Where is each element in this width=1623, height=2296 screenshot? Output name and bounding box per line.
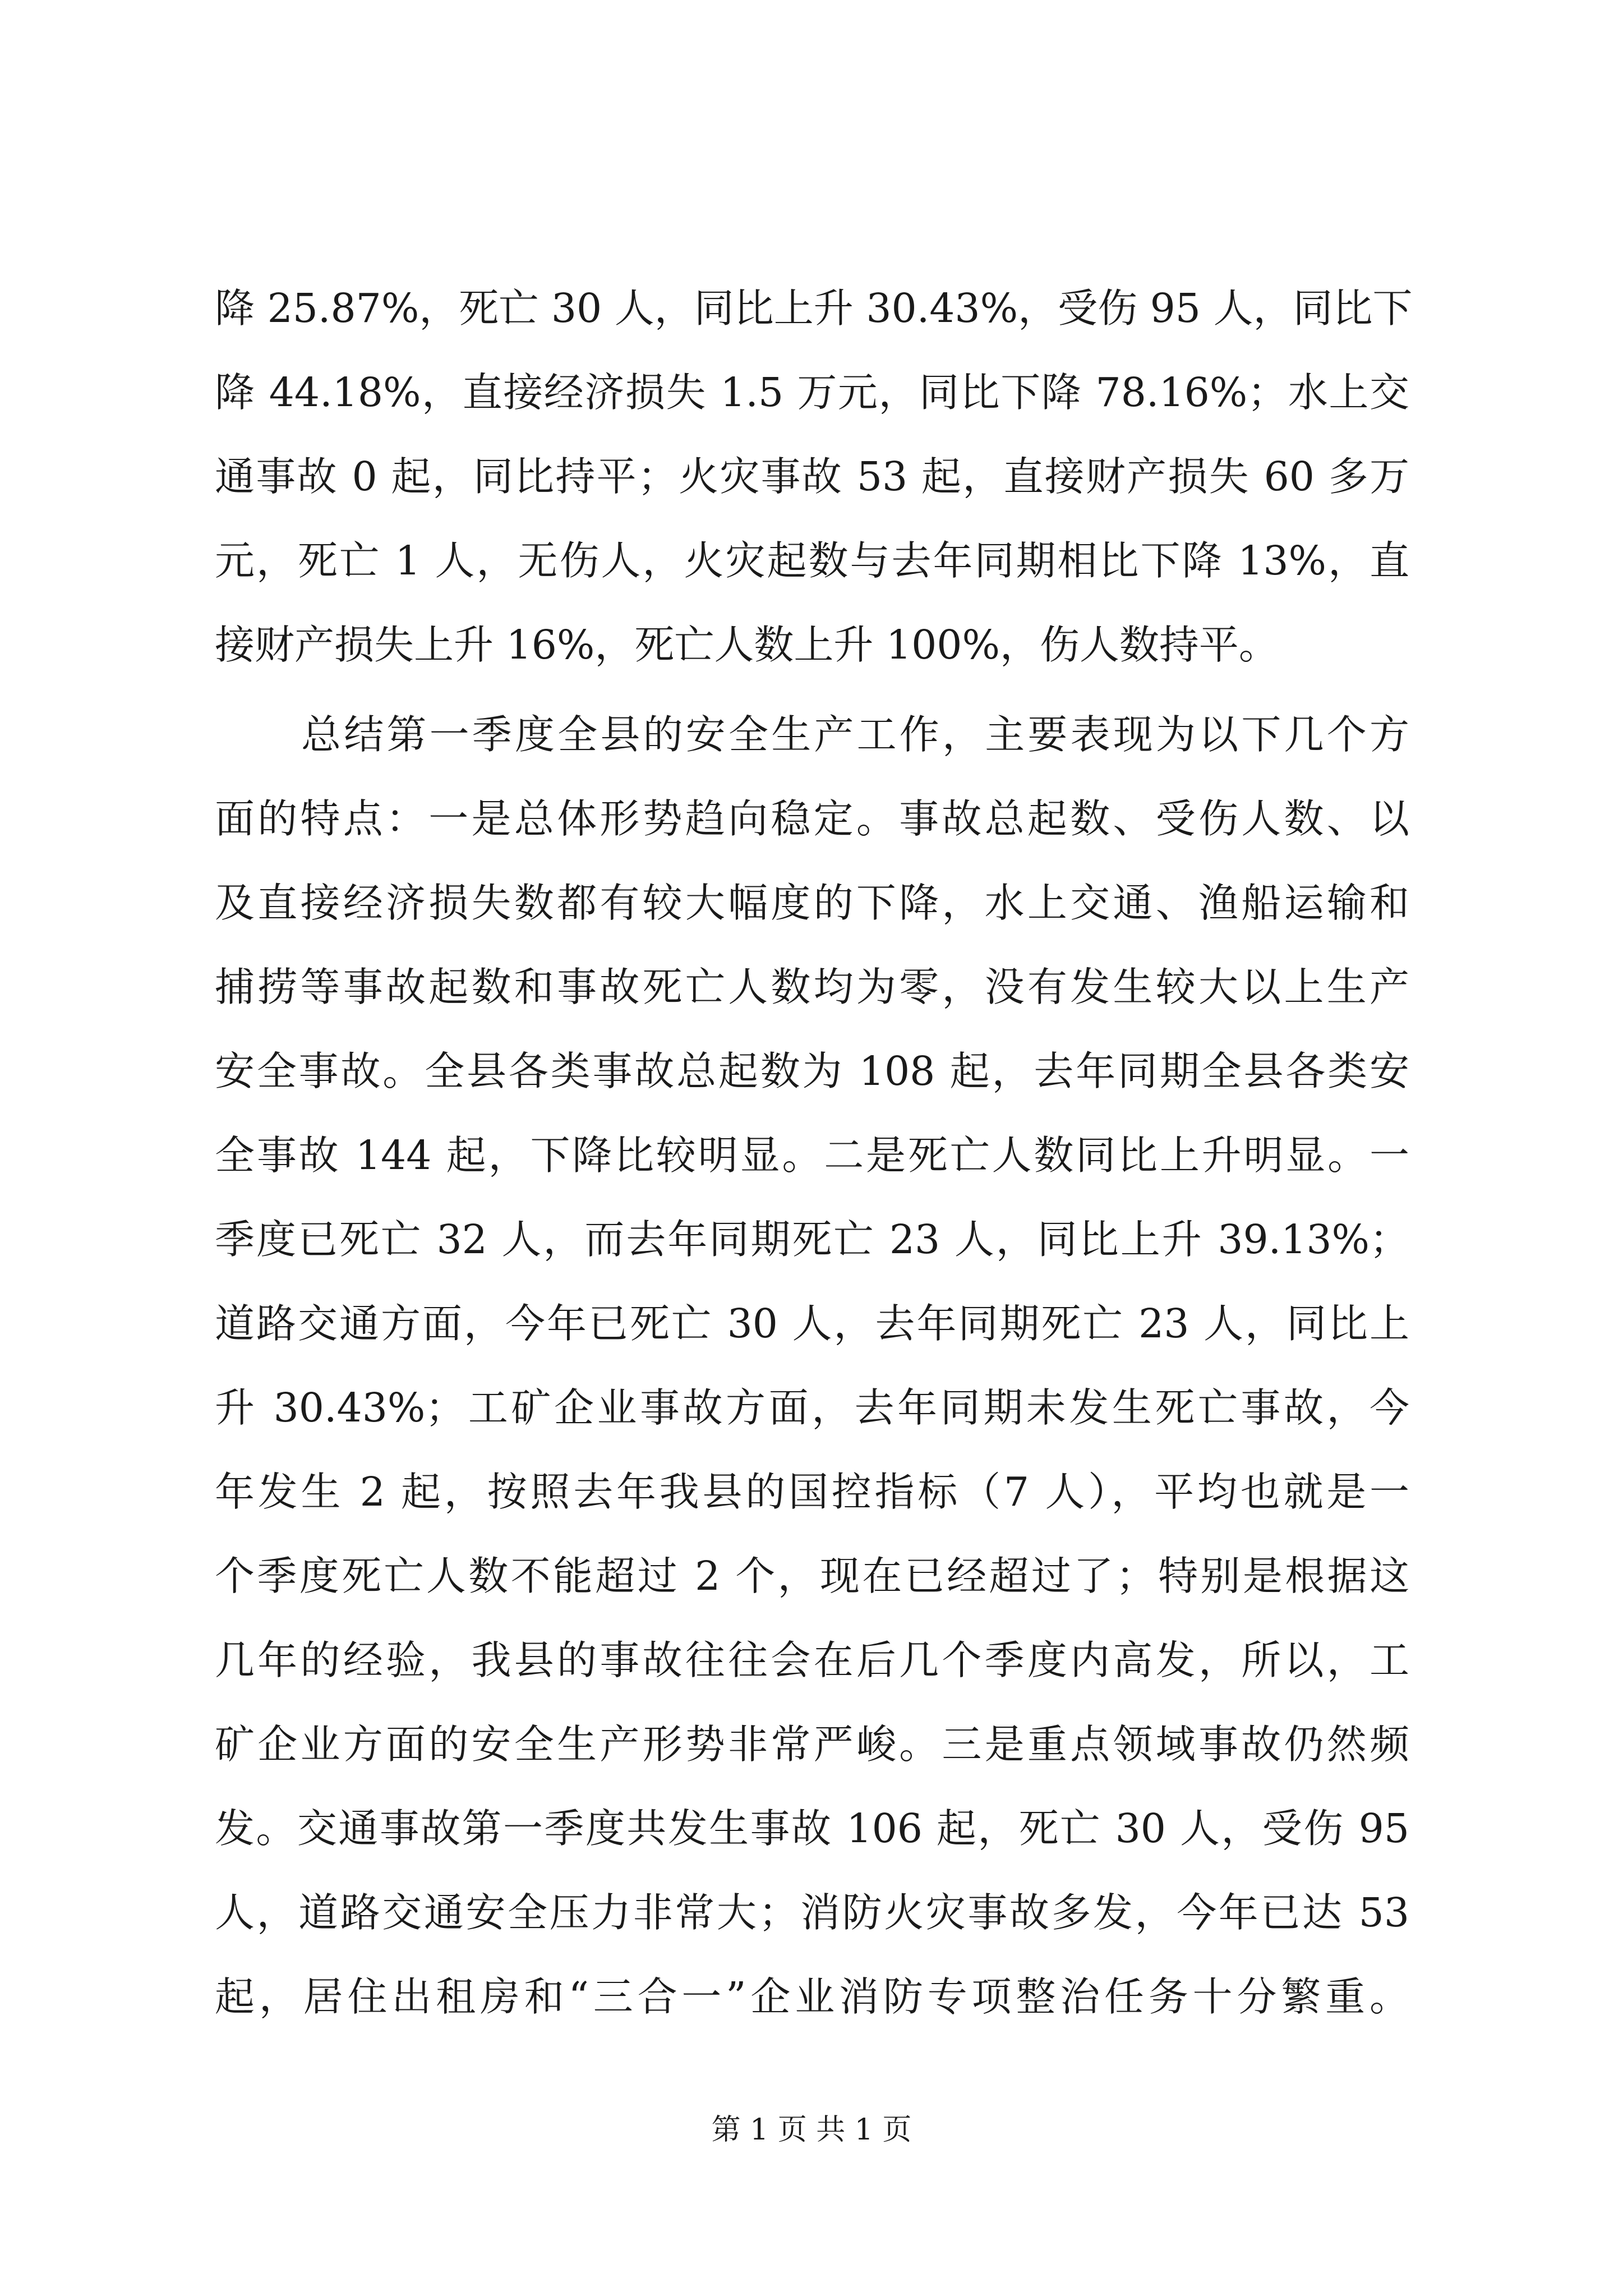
text-line: 发。交通事故第一季度共发生事故 106 起，死亡 30 人，受伤 95 bbox=[215, 1805, 1409, 1852]
text-line: 通事故 0 起，同比持平；火灾事故 53 起，直接财产损失 60 多万 bbox=[215, 453, 1409, 500]
text-line: 元，死亡 1 人，无伤人，火灾起数与去年同期相比下降 13%，直 bbox=[215, 537, 1409, 584]
paragraph-first-line: 总结第一季度全县的安全生产工作，主要表现为以下几个方 bbox=[301, 711, 1409, 758]
text-line: 年发生 2 起，按照去年我县的国控指标（7 人），平均也就是一 bbox=[215, 1469, 1409, 1515]
text-line: 季度已死亡 32 人，而去年同期死亡 23 人，同比上升 39.13%； bbox=[215, 1216, 1409, 1263]
text-line: 升 30.43%；工矿企业事故方面，去年同期未发生死亡事故，今 bbox=[215, 1384, 1409, 1431]
page-footer bbox=[0, 2110, 1623, 2150]
text-line: 几年的经验，我县的事故往往会在后几个季度内高发，所以，工 bbox=[215, 1637, 1409, 1683]
text-line: 安全事故。全县各类事故总起数为 108 起，去年同期全县各类安 bbox=[215, 1048, 1409, 1094]
text-line: 捕捞等事故起数和事故死亡人数均为零，没有发生较大以上生产 bbox=[215, 964, 1409, 1010]
text-line: 接财产损失上升 16%，死亡人数上升 100%，伤人数持平。 bbox=[215, 622, 1279, 668]
text-line: 矿企业方面的安全生产形势非常严峻。三是重点领域事故仍然频 bbox=[215, 1721, 1409, 1768]
text-line: 起，居住出租房和“三合一”企业消防专项整治任务十分繁重。 bbox=[215, 1973, 1409, 2020]
text-line: 降 44.18%，直接经济损失 1.5 万元，同比下降 78.16%；水上交 bbox=[215, 369, 1409, 416]
text-line: 降 25.87%，死亡 30 人，同比上升 30.43%，受伤 95 人，同比下 bbox=[215, 285, 1413, 332]
page-number-label: 第 1 页 共 1 页 bbox=[711, 2113, 912, 2147]
text-line: 全事故 144 起，下降比较明显。二是死亡人数同比上升明显。一 bbox=[215, 1132, 1409, 1179]
text-line: 及直接经济损失数都有较大幅度的下降，水上交通、渔船运输和 bbox=[215, 880, 1409, 926]
text-line: 面的特点：一是总体形势趋向稳定。事故总起数、受伤人数、以 bbox=[215, 795, 1409, 842]
text-line: 人，道路交通安全压力非常大；消防火灾事故多发，今年已达 53 bbox=[215, 1889, 1409, 1936]
text-line: 个季度死亡人数不能超过 2 个，现在已经超过了；特别是根据这 bbox=[215, 1553, 1409, 1599]
text-line: 道路交通方面，今年已死亡 30 人，去年同期死亡 23 人，同比上 bbox=[215, 1300, 1409, 1347]
